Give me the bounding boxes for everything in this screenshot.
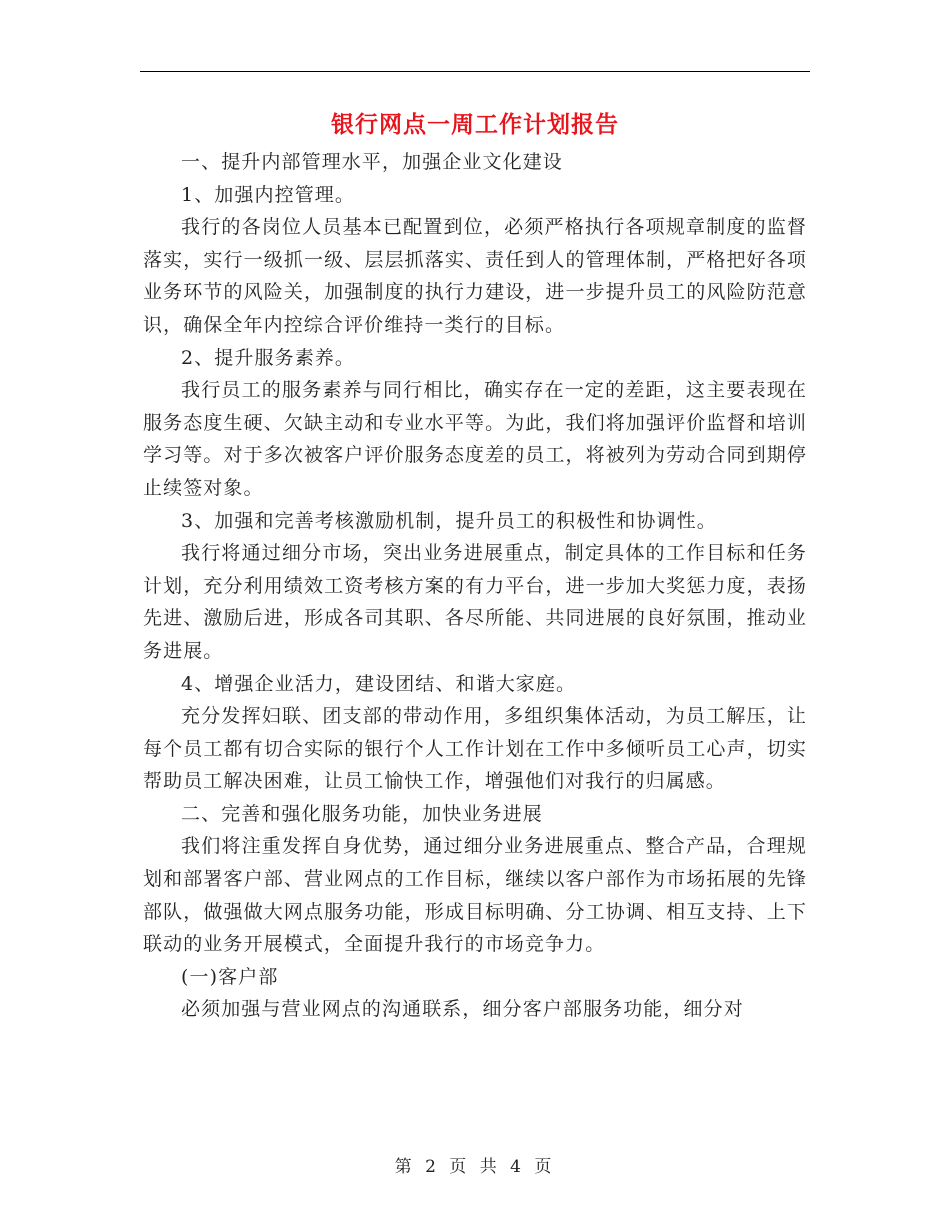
- body-paragraph: 必须加强与营业网点的沟通联系，细分客户部服务功能，细分对: [181, 998, 744, 1021]
- body-paragraph: 充分发挥妇联、团支部的带动作用，多组织集体活动，为员工解压，让每个员工都有切合实际的银行个人工作计划在工作中多倾听员工心声，切实帮助员工解决困难，让员工愉快工作，增强他们对我行的归属感。: [143, 705, 807, 793]
- body-paragraph: 我行的各岗位人员基本已配置到位，必须严格执行各项规章制度的监督落实，实行一级抓一级、层层抓落实、责任到人的管理体制，严格把好各项业务环节的风险关，加强制度的执行力建设，进一步提升员工的风险防范意识，确保全年内控综合评价维持一类行的目标。: [143, 216, 807, 336]
- subheading-3: 3、加强和完善考核激励机制，提升员工的积极性和协调性。: [181, 509, 717, 532]
- document-title: 银行网点一周工作计划报告: [331, 111, 619, 138]
- section-heading-1: 一、提升内部管理水平，加强企业文化建设: [181, 151, 563, 173]
- subheading-1: 1、加强内控管理。: [181, 183, 355, 206]
- subheading-2: 2、提升服务素养。: [181, 346, 355, 369]
- page-footer: 第 2 页 共 4 页: [394, 1157, 556, 1177]
- document-body: [143, 146, 807, 1026]
- body-paragraph: 我行将通过细分市场，突出业务进展重点，制定具体的工作目标和任务计划，充分利用绩效工资考核方案的有力平台，进一步加大奖惩力度，表扬先进、激励后进，形成各司其职、各尽所能、共同进展的良好氛围，推动业务进展。: [143, 542, 807, 662]
- section-heading-2: 二、完善和强化服务功能，加快业务进展: [181, 802, 543, 825]
- body-paragraph: 我们将注重发挥自身优势，通过细分业务进展重点、整合产品，合理规划和部署客户部、营业网点的工作目标，继续以客户部作为市场拓展的先锋部队，做强做大网点服务功能，形成目标明确、分工协调、相互支持、上下联动的业务开展模式，全面提升我行的市场竞争力。: [143, 835, 807, 956]
- subheading-4: 4、增强企业活力，建设团结、和谐大家庭。: [181, 672, 577, 695]
- subheading-customer-dept: (一)客户部: [181, 965, 279, 988]
- header-rule: [140, 71, 810, 72]
- body-paragraph: 我行员工的服务素养与同行相比，确实存在一定的差距，这主要表现在服务态度生硬、欠缺主动和专业水平等。为此，我们将加强评价监督和培训学习等。对于多次被客户评价服务态度差的员工，将被列为劳动合同到期停止续签对象。: [143, 379, 807, 499]
